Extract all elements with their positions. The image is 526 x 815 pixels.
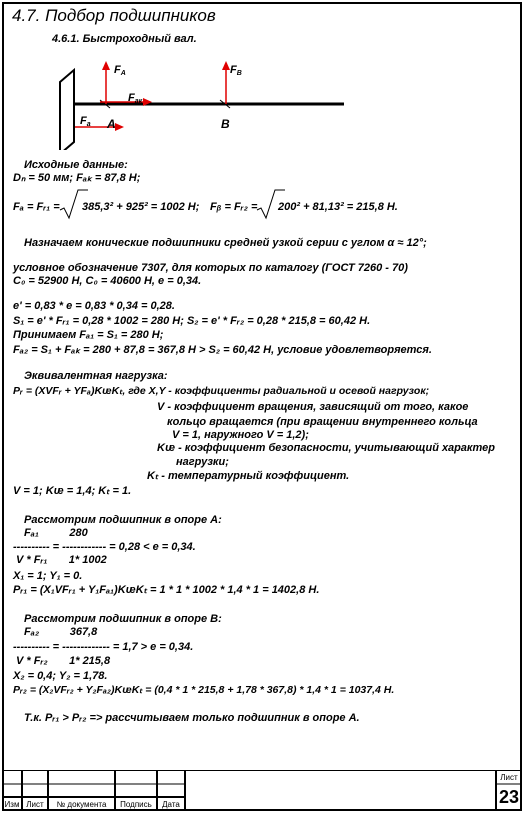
text-line: Принимаем Fₐ₁ = S₁ = 280 Н; (13, 329, 164, 341)
text-line: нагрузки; (176, 456, 229, 468)
text-line: e' = 0,83 * e = 0,83 * 0,34 = 0,28. (13, 300, 175, 312)
stamp-data: Дата (162, 800, 180, 809)
section-subtitle: 4.6.1. Быстроходный вал. (52, 33, 197, 45)
text-line: Kᵫ - коэффициент безопасности, учитывающий характер (157, 442, 495, 454)
force-a2-arrowhead (115, 123, 124, 131)
text-line: Pᵣ = (XVFᵣ + YFₐ)KᵫKₜ, где X,Y - коэффициенты радиальной и осевой нагрузок; (13, 385, 430, 397)
text-line: V = 1; Kᵫ = 1,4; Kₜ = 1. (13, 485, 132, 497)
text-line: Рассмотрим подшипник в опоре А: (24, 514, 222, 526)
point-b-label: B (221, 117, 230, 131)
text-line: Рассмотрим подшипник в опоре В: (24, 613, 222, 625)
formula-fb-left: Fᵦ = Fᵣ₂ = (210, 201, 258, 213)
text-line: кольцо вращается (при вращении внутреннего кольца (167, 416, 478, 428)
text-line: X₂ = 0,4; Y₂ = 1,78. (13, 670, 108, 682)
page-number: 23 (498, 787, 520, 807)
text-line: Dₙ = 50 мм; Fₐₖ = 87,8 Н; (13, 172, 141, 184)
text-line: Kₜ - температурный коэффициент. (147, 470, 350, 482)
text-line: X₁ = 1; Y₁ = 0. (13, 570, 83, 582)
text-line: Т.к. Pᵣ₁ > Pᵣ₂ => рассчитываем только подшипник в опоре А. (24, 712, 360, 724)
text-line: ---------- = ------------ = 0,28 < e = 0,34. (13, 541, 196, 553)
text-line: Исходные данные: (24, 159, 128, 171)
text-line: Fₐ₁ 280 (24, 527, 88, 539)
text-line: V * Fᵣ₂ 1* 215,8 (16, 655, 111, 667)
stamp-podpis: Подпись (120, 800, 152, 809)
text-line: Fₐ₂ = S₁ + Fₐₖ = 280 + 87,8 = 367,8 Н > S₂ = 60,42 Н, условие удовлетворяется. (13, 344, 432, 356)
stamp-izm: Изм (4, 800, 20, 809)
page-title: 4.7. Подбор подшипников (12, 6, 216, 25)
point-a-label: A (107, 117, 116, 131)
text-line: Fₐ₂ 367,8 (24, 626, 98, 638)
force-a-arrowhead (102, 61, 110, 70)
stamp-list: Лист (26, 800, 44, 809)
shaft-diagram (0, 0, 526, 150)
text-line: Эквивалентная нагрузка: (24, 370, 168, 382)
force-b-arrowhead (222, 61, 230, 70)
text-line: C₀ = 52900 Н, C₀ = 40600 Н, e = 0,34. (13, 275, 202, 287)
text-line: S₁ = e' * Fᵣ₁ = 0,28 * 1002 = 280 Н; S₂ = e' * Fᵣ₂ = 0,28 * 215,8 = 60,42 Н. (13, 315, 371, 327)
text-line: Pᵣ₁ = (X₁VFᵣ₁ + Y₁Fₐ₁)KᵫKₜ = 1 * 1 * 1002 * 1,4 * 1 = 1402,8 Н. (13, 584, 320, 596)
formula-fa-right: 385,3² + 925² = 1002 Н; (82, 201, 200, 213)
formula-fa-left: Fₐ = Fᵣ₁ = (13, 201, 60, 213)
text-line: условное обозначение 7307, для которых по каталогу (ГОСТ 7260 - 70) (13, 262, 408, 274)
flange-shape (60, 70, 74, 150)
force-a-label: $F_A$ (114, 64, 126, 77)
text-line: ---------- = ------------- = 1,7 > e = 0,34. (13, 641, 194, 653)
force-b-label: $F_B$ (230, 64, 242, 77)
text-line: Назначаем конические подшипники средней узкой серии с углом α ≈ 12°; (24, 237, 427, 249)
text-line: Pᵣ₂ = (X₂VFᵣ₂ + Y₂Fₐ₂)KᵫKₜ = (0,4 * 1 * 215,8 + 1,78 * 367,8) * 1,4 * 1 = 1037,4 Н. (13, 684, 395, 696)
stamp-doc: № документа (56, 800, 107, 809)
stamp-list-label: Лист (500, 773, 518, 782)
force-ak-label: $F_{ак}$ (128, 92, 143, 105)
force-a2-label: $F_a$ (80, 115, 91, 128)
text-line: V = 1, наружного V = 1,2); (172, 429, 309, 441)
formula-fb-right: 200² + 81,13² = 215,8 Н. (278, 201, 398, 213)
text-line: V - коэффициент вращения, зависящий от того, какое (157, 401, 469, 413)
text-line: V * Fᵣ₁ 1* 1002 (16, 554, 107, 566)
